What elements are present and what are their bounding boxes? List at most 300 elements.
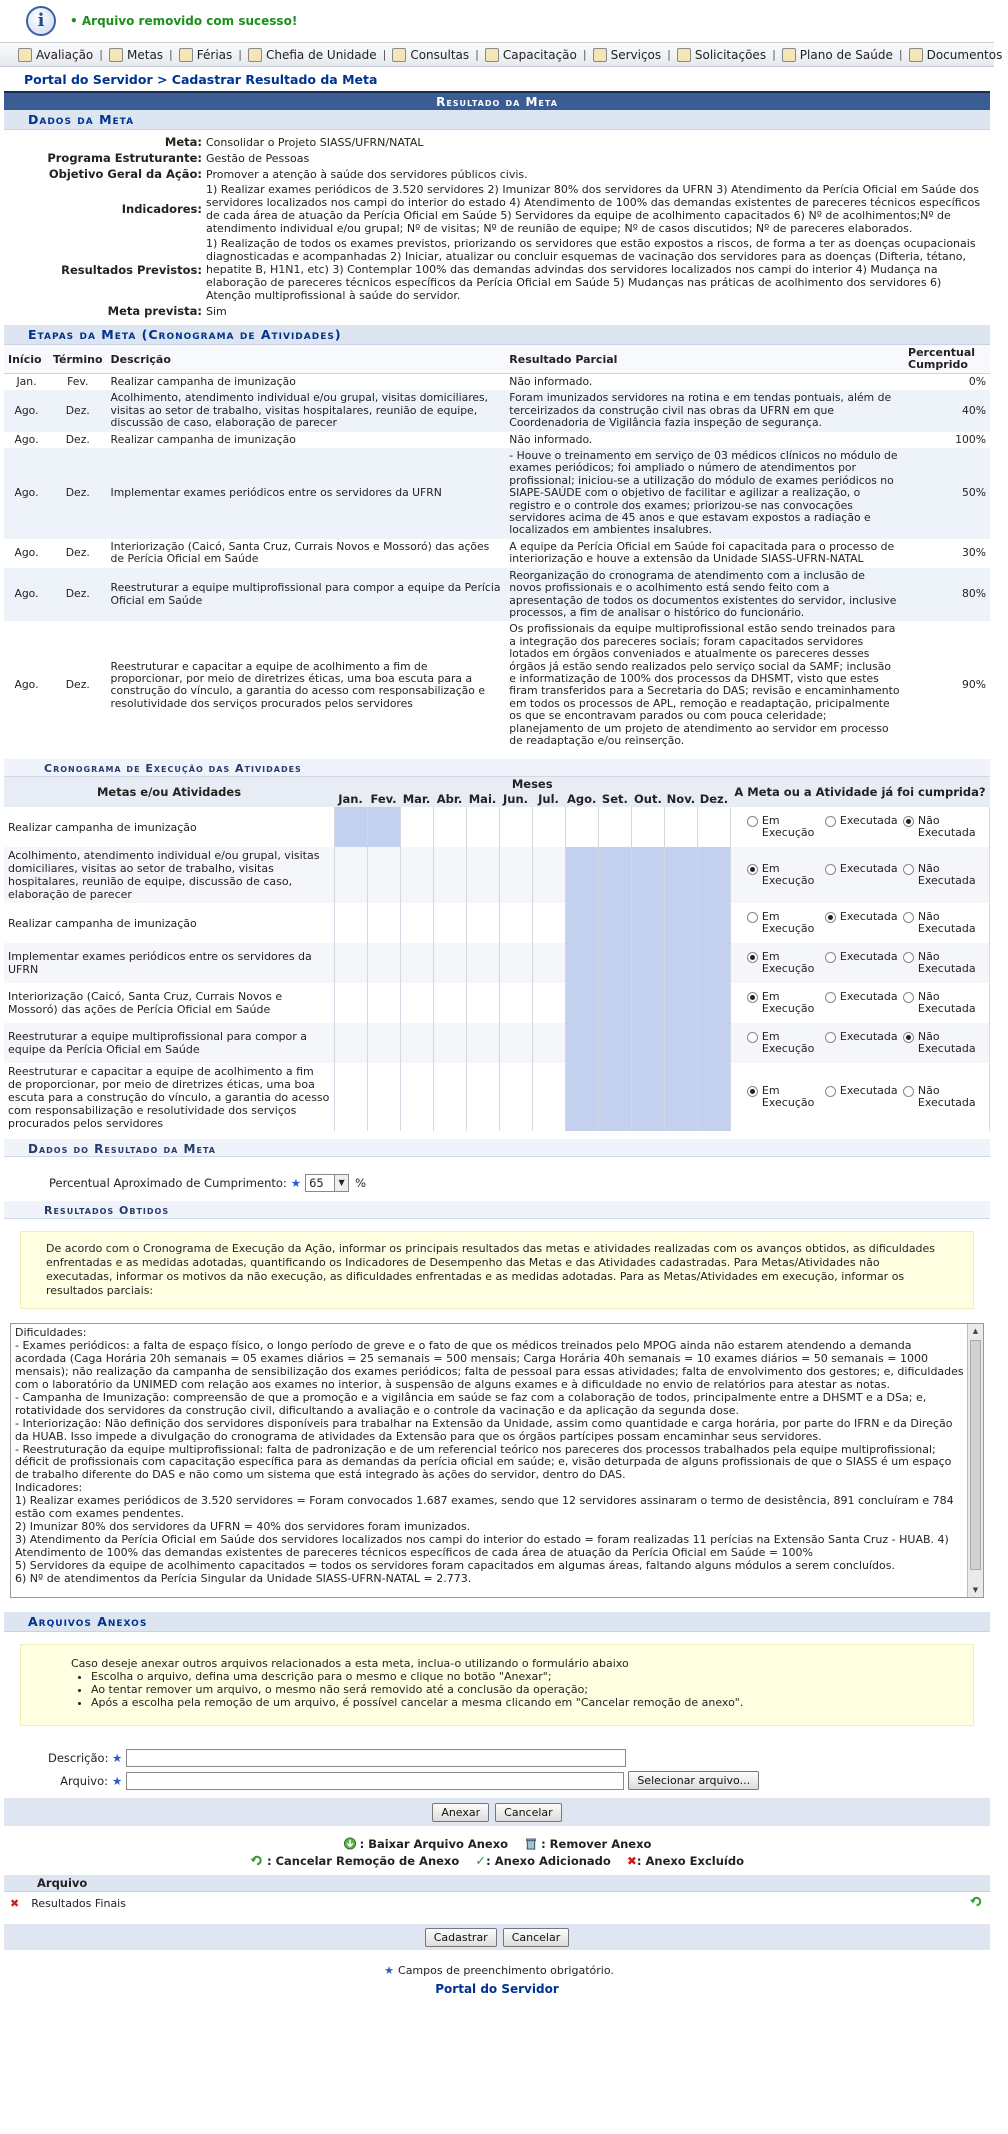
cronograma-row <box>4 983 990 1023</box>
download-icon <box>343 1837 357 1850</box>
status-radio[interactable] <box>825 864 836 875</box>
cronograma-status <box>730 983 989 1023</box>
status-radio[interactable] <box>903 1086 914 1097</box>
requests-icon <box>677 48 691 62</box>
month-cell <box>499 943 532 983</box>
menu-separator: | <box>169 48 173 61</box>
month-cell <box>499 1063 532 1131</box>
close-icon: ✖ <box>10 1896 20 1910</box>
etapa-inicio: Ago. <box>14 432 39 446</box>
month-cell <box>697 943 730 983</box>
required-star-icon: ★ <box>112 1773 123 1788</box>
etapa-inicio: Ago. <box>14 546 39 560</box>
anexos-table <box>4 1875 990 1914</box>
cronograma-atividade: Implementar exames periódicos entre os servidores da UFRN <box>4 943 334 983</box>
etapa-row <box>4 621 990 749</box>
cronograma-row <box>4 847 990 903</box>
menu-item-2[interactable] <box>173 48 239 62</box>
dados-label: Meta: <box>164 135 202 149</box>
month-cell <box>400 903 433 943</box>
status-option-label: Não Executada <box>917 990 976 1016</box>
status-option[interactable] <box>825 863 903 887</box>
etapa-inicio: Ago. <box>4 568 49 622</box>
cronograma-table <box>4 777 990 1131</box>
month-cell <box>697 1063 730 1131</box>
status-option[interactable] <box>903 1085 981 1109</box>
menu-item-label: Consultas <box>410 47 470 62</box>
search-icon <box>392 48 406 62</box>
month-header: Nov. <box>664 791 697 807</box>
success-message <box>0 0 994 42</box>
col-descricao: Descrição <box>107 345 506 374</box>
textarea-line: - Interiorização: Não definição dos servidores disponíveis para trabalhar na Extensão da Unidade, assim como quantidade e carga horária, por parte do IFRN e da Direção da HUAB. Isso impede a divulgação do cronograma de atividades da Extensão para que os órgãos partícipes possam encaminhar seus servidores. <box>15 1416 953 1443</box>
status-option-label: Não Executada <box>917 950 976 976</box>
status-option-label: Em Execução <box>761 1084 815 1110</box>
anexos-bullet: • Escolha o arquivo, defina uma descrição para o mesmo e clique no botão "Anexar"; <box>91 1670 923 1683</box>
month-header: Out. <box>631 791 664 807</box>
dados-row <box>4 303 990 319</box>
cadastrar-button[interactable]: Cadastrar <box>425 1928 497 1947</box>
month-cell <box>433 943 466 983</box>
menu-item-1[interactable] <box>103 48 169 62</box>
month-cell <box>499 847 532 903</box>
month-cell <box>565 943 598 983</box>
status-option-label: Executada <box>839 814 898 828</box>
month-cell <box>400 847 433 903</box>
status-option-label: Em Execução <box>761 950 815 976</box>
health-plan-icon <box>782 48 796 62</box>
status-radio[interactable] <box>825 1086 836 1097</box>
menu-item-4[interactable] <box>386 48 475 62</box>
month-cell <box>631 983 664 1023</box>
cronograma-status <box>730 1063 989 1131</box>
dados-row <box>4 134 990 150</box>
file-action-cell <box>795 1892 990 1915</box>
month-cell <box>433 903 466 943</box>
etapa-row <box>4 568 990 622</box>
etapa-inicio: Jan. <box>16 375 37 388</box>
footer <box>0 1950 994 1996</box>
status-option-label: Não Executada <box>917 814 976 840</box>
portal-link[interactable]: Portal do Servidor <box>435 1982 559 1997</box>
status-radio[interactable] <box>825 992 836 1003</box>
goals-icon <box>109 48 123 62</box>
month-cell <box>532 847 565 903</box>
status-option[interactable] <box>747 815 825 839</box>
cancel-button[interactable]: Cancelar <box>503 1928 570 1947</box>
month-cell <box>466 1063 499 1131</box>
col-meses: Meses <box>334 777 730 791</box>
month-header: Ago. <box>567 792 597 807</box>
month-cell <box>334 1063 367 1131</box>
cronograma-atividade: Reestruturar e capacitar a equipe de acolhimento a fim de proporcionar, por meio de diretrizes éticas, uma boa escuta para a construção do vínculo, a garantia do acesso com responsabilização e resolutividade dos serviços procurados pelos servidores <box>4 1063 334 1131</box>
status-radio[interactable] <box>747 992 758 1003</box>
etapa-resultado: Reorganização do cronograma de atendimento com a inclusão de novos profissionais e o acolhimento está sendo feito com a apresentação de todos os documentos existentes do servidor, inclusive processos, a fim de analisar o histórico do funcionário. <box>505 568 904 622</box>
dados-label: Indicadores: <box>121 202 202 216</box>
descricao-label: Descrição: <box>48 1750 109 1765</box>
textarea-line: - Campanha de Imunização: compreensão de que a promoção e a vigilância em saúde se faz com a colaboração de todos, principalmente entre a DHSMT e a DSa; e, rotatividade dos servidores da construção civil, dificultando a avaliação e o controle da vacinação e da aplicação da segunda dose. <box>15 1390 927 1417</box>
month-header: Jan. <box>334 791 367 807</box>
required-star-icon: ★ <box>384 1964 395 1978</box>
status-option-label: Em Execução <box>761 910 815 936</box>
status-radio-group <box>735 815 985 839</box>
menu-separator: | <box>898 48 903 61</box>
etapa-inicio: Ago. <box>14 678 39 692</box>
etapa-resultado: Foram imunizados servidores na rotina e em tendas pontuais, além de terceirizados da construção civil nas obras da UFRN em que Coordenadoria de Vigilância fazia inspeção de segurança. <box>505 390 904 431</box>
select-file-button[interactable]: Selecionar arquivo... <box>628 1771 759 1790</box>
status-option[interactable] <box>825 1085 903 1109</box>
status-option[interactable] <box>825 815 903 839</box>
arquivo-input[interactable] <box>126 1772 624 1790</box>
status-radio[interactable] <box>747 912 758 923</box>
cronograma-row <box>4 807 990 847</box>
month-header: Dez. <box>697 791 730 807</box>
menu-item-label: Avaliação <box>36 47 94 62</box>
arquivo-label: Arquivo: <box>60 1773 108 1788</box>
status-radio[interactable] <box>825 912 836 923</box>
status-option[interactable] <box>747 1031 825 1055</box>
month-cell <box>532 807 565 847</box>
status-radio-group <box>735 911 985 935</box>
cronograma-atividade: Realizar campanha de imunização <box>4 807 334 847</box>
menu-item-7[interactable] <box>671 48 772 62</box>
status-option[interactable] <box>825 991 903 1015</box>
status-radio[interactable] <box>903 1032 914 1043</box>
month-cell <box>334 903 367 943</box>
cronograma-status <box>730 807 989 847</box>
menu-item-3[interactable] <box>242 48 383 62</box>
month-cell <box>631 847 664 903</box>
status-radio[interactable] <box>825 1032 836 1043</box>
chevron-down-icon: ▼ <box>334 1175 348 1191</box>
training-icon <box>485 48 499 62</box>
dados-value: 1) Realizar exames periódicos de 3.520 servidores 2) Imunizar 80% dos servidores da UFRN 3) Atendimento da Perícia Oficial em Saúde dos servidores localizados nos campi do interior do estado 4) Atendimento de 100% das demandas existentes de pareceres técnicos específicos de cada área de atuação da Perícia Oficial em Saúde 5) Servidores da equipe de acolhimento capacitados 6) Nº de acolhimentos;Nº de atendimento individual e/ou grupal; Nº de visitas; Nº de reunião de equipe; Nº de casos discutidos; Nº de pareceres elaborados. <box>206 183 981 235</box>
status-option-label: Em Execução <box>761 1030 815 1056</box>
status-option[interactable] <box>747 863 825 887</box>
page-title: Resultado da Meta <box>4 91 990 110</box>
col-arquivo: Arquivo <box>4 1875 990 1892</box>
month-cell <box>598 1063 631 1131</box>
section-anexos: Arquivos Anexos <box>4 1612 990 1632</box>
textarea-line: 5) Servidores da equipe de acolhimento capacitados = todos os servidores foram capacitados em algumas áreas, faltando alguns módulos a serem concluídos. <box>15 1558 895 1572</box>
month-cell <box>466 903 499 943</box>
anexar-button[interactable]: Anexar <box>432 1803 489 1822</box>
month-cell <box>664 903 697 943</box>
month-header: Jun. <box>499 791 532 807</box>
cronograma-atividade: Realizar campanha de imunização <box>4 903 334 943</box>
month-cell <box>697 903 730 943</box>
textarea-line: - Reestruturação da equipe multiprofissional: falta de padronização e de um referencial teórico nos pareceres dos processos trabalhados pela equipe multiprofissional; déficit de profissionais com capacitação específica para as demandas da perícia oficial em saúde; e, visão deturpada de alguns profissionais de que o SIASS é um espaço de trabalho diferente do DAS e não como um sistema que está integrado às ações do servidor, dentro do DAS. <box>15 1442 952 1482</box>
menu-item-5[interactable] <box>479 48 583 62</box>
month-cell <box>664 807 697 847</box>
month-cell <box>400 943 433 983</box>
status-radio[interactable] <box>903 864 914 875</box>
status-option[interactable] <box>825 951 903 975</box>
status-option[interactable] <box>903 815 981 839</box>
dados-row <box>4 236 990 303</box>
cronograma-status <box>730 903 989 943</box>
status-radio[interactable] <box>747 1032 758 1043</box>
info-icon: i <box>26 6 56 36</box>
month-cell <box>367 983 400 1023</box>
status-radio[interactable] <box>903 992 914 1003</box>
section-obtidos: Resultados Obtidos <box>4 1201 990 1219</box>
legend-remover: : Remover Anexo <box>541 1837 652 1852</box>
status-option-label: Executada <box>839 1084 898 1098</box>
status-radio-group <box>735 1085 985 1109</box>
anexos-bullet: • Após a escolha pela remoção de um arquivo, é possível cancelar a mesma clicando em "Cancelar remoção de anexo". <box>91 1696 923 1709</box>
etapa-percentual: 40% <box>904 390 990 431</box>
status-option[interactable] <box>903 991 981 1015</box>
legend-adicionado: : Anexo Adicionado <box>486 1854 611 1869</box>
etapa-termino: Fev. <box>67 375 89 388</box>
month-cell <box>466 847 499 903</box>
month-cell <box>565 1023 598 1063</box>
documents-icon <box>909 48 923 62</box>
month-cell <box>367 1063 400 1131</box>
etapa-descricao: Realizar campanha de imunização <box>110 432 296 446</box>
menu-separator: | <box>667 48 671 61</box>
status-option-label: Não Executada <box>917 1030 976 1056</box>
cronograma-atividade: Interiorização (Caicó, Santa Cruz, Currais Novos e Mossoró) das ações de Perícia Oficial em Saúde <box>4 983 334 1023</box>
undo-icon <box>250 1854 264 1867</box>
status-option[interactable] <box>903 1031 981 1055</box>
cronograma-atividade: Acolhimento, atendimento individual e/ou grupal, visitas domiciliares, visitas ao setor de trabalho, visitas hospitalares, reunião de equipe, discussão de caso, elaboração de parecer <box>4 847 334 903</box>
success-text: • Arquivo removido com sucesso! <box>70 14 297 28</box>
status-radio[interactable] <box>747 1086 758 1097</box>
dados-row <box>4 150 990 166</box>
etapa-percentual: 100% <box>955 432 986 446</box>
anexo-buttons <box>4 1798 990 1826</box>
month-cell <box>565 983 598 1023</box>
dados-label: Resultados Previstos: <box>61 262 202 277</box>
menu-item-label: Chefia de Unidade <box>266 47 377 62</box>
status-option[interactable] <box>747 1085 825 1109</box>
menu-item-label: Capacitação <box>502 47 577 62</box>
status-option[interactable] <box>747 911 825 935</box>
month-cell <box>499 807 532 847</box>
textarea-line: - Exames periódicos: a falta de espaço físico, o longo período de greve e o fato de que os médicos treinados pelo MPOG ainda não estarem atendendo a demanda acordada (Caga Horária 20h semanais = 05 exames diários = 25 semanais = 500 mensais; Carga Horária 40h semanais = 10 exames diários = 50 semanais = 1000 mensais); não realização da campanha de sensibilização dos exames periódicos; falta de pessoal para essas atividades; falta de envolvimento dos gestores; e, dificuldades com o laboratório da UNIMED com relação aos exames no interior, à suspensão de alguns exames e à dificuldade no envio de relatórios para atestar as notas. <box>15 1339 964 1391</box>
month-cell <box>631 943 664 983</box>
month-cell <box>466 983 499 1023</box>
month-cell <box>334 943 367 983</box>
status-option[interactable] <box>747 951 825 975</box>
textarea-line: Dificuldades: <box>15 1326 87 1340</box>
month-cell <box>532 983 565 1023</box>
month-cell <box>367 943 400 983</box>
evaluation-icon <box>18 48 32 62</box>
etapa-percentual: 30% <box>962 546 986 560</box>
status-radio[interactable] <box>747 952 758 963</box>
obtidos-instructions: De acordo com o Cronograma de Execução da Ação, informar os principais resultados das metas e atividades realizadas com os avanços obtidos, as dificuldades enfrentadas e as medidas adotadas, quantificando os Indicadores de Desempenho das Metas e das Atividades cadastradas. Para Metas/Atividades não executadas, informar os motivos da não execução, as dificuldades enfrentadas e as medidas adotadas. Para as Metas/Atividades em execução, informar os resultados parciais: <box>20 1231 974 1309</box>
status-option-label: Não Executada <box>917 910 976 936</box>
status-option[interactable] <box>903 951 981 975</box>
percent-select[interactable] <box>305 1174 349 1192</box>
month-cell <box>598 903 631 943</box>
month-cell <box>499 983 532 1023</box>
trash-icon <box>524 1837 538 1850</box>
status-option-label: Não Executada <box>917 1084 976 1110</box>
month-cell <box>499 903 532 943</box>
status-radio-group <box>735 991 985 1015</box>
status-radio[interactable] <box>825 816 836 827</box>
month-cell <box>631 903 664 943</box>
cronograma-atividade: Reestruturar a equipe multiprofissional para compor a equipe da Perícia Oficial em Saúde <box>4 1023 334 1063</box>
descricao-input[interactable] <box>126 1749 626 1767</box>
status-option[interactable] <box>825 1031 903 1055</box>
month-cell <box>334 1023 367 1063</box>
col-atividades: Metas e/ou Atividades <box>4 777 334 807</box>
status-radio-group <box>735 863 985 887</box>
month-cell <box>631 1063 664 1131</box>
month-cell <box>598 983 631 1023</box>
month-cell <box>664 1023 697 1063</box>
section-cronograma: Cronograma de Execução das Atividades <box>4 759 990 777</box>
col-status: A Meta ou a Atividade já foi cumprida? <box>730 777 989 807</box>
etapa-descricao: Interiorização (Caicó, Santa Cruz, Currais Novos e Mossoró) das ações de Perícia Oficial em Saúde <box>110 539 490 566</box>
etapa-inicio: Ago. <box>4 448 49 539</box>
scroll-down-icon[interactable]: ▼ <box>972 1586 979 1595</box>
menu-item-6[interactable] <box>587 48 668 62</box>
etapa-percentual: 0% <box>968 375 986 388</box>
month-cell <box>697 983 730 1023</box>
form-buttons <box>4 1924 990 1950</box>
month-cell <box>433 983 466 1023</box>
menu-item-9[interactable] <box>903 48 1008 62</box>
file-row <box>4 1892 990 1915</box>
status-option-label: Não Executada <box>917 862 976 888</box>
month-header: Mar. <box>400 791 433 807</box>
etapa-termino: Dez. <box>65 678 90 692</box>
check-icon: ✓ <box>475 1854 487 1870</box>
unit-chief-icon <box>248 48 262 62</box>
status-option-label: Executada <box>839 862 898 876</box>
menu-item-8[interactable] <box>776 48 899 62</box>
scroll-up-icon[interactable]: ▲ <box>972 1327 979 1336</box>
section-resultado: Dados do Resultado da Meta <box>4 1139 990 1157</box>
month-cell <box>532 943 565 983</box>
month-header: Jul. <box>532 791 565 807</box>
etapa-row <box>4 390 990 431</box>
etapa-resultado: Os profissionais da equipe multiprofissional estão sendo treinados para a integração dos pareceres sociais; foram capacitados servidores lotados em órgãos conveniados e atualmente os pareceres desses órgãos já estão sendo realizados pelo serviço social da SAMF; inclusão e informatização de 100% dos processos da DHSMT, visto que estes firam transferidos para a Secretaria do DAS; revisão e encaminhamento em todos os processos de APL, remoção e readaptação, pricipalmente os que se encontravam parados ou com pouca celeridade; planejamento de um projeto de atendimento ao servidor em processo de readaptação e/ou reinserção. <box>509 622 900 747</box>
status-radio-group <box>735 951 985 975</box>
month-cell <box>664 1063 697 1131</box>
legend-excluido: : Anexo Excluído <box>636 1854 744 1869</box>
anexos-bullet: • Ao tentar remover um arquivo, o mesmo não será removido até a conclusão da operação; <box>91 1683 923 1696</box>
month-cell <box>466 1023 499 1063</box>
textarea-scrollbar[interactable] <box>967 1324 983 1597</box>
etapa-resultado: A equipe da Perícia Oficial em Saúde foi capacitada para o processo de interiorização e houve a extensão da Unidade SIASS-UFRN-NATAL <box>509 539 895 566</box>
breadcrumb: Portal do Servidor > Cadastrar Resultado da Meta <box>24 72 378 87</box>
status-option[interactable] <box>903 911 981 935</box>
required-star-icon: ★ <box>290 1176 302 1191</box>
status-option[interactable] <box>825 911 903 935</box>
month-cell <box>367 847 400 903</box>
status-option[interactable] <box>903 863 981 887</box>
dados-label: Programa Estruturante: <box>47 151 202 165</box>
cronograma-row <box>4 1063 990 1131</box>
month-cell <box>631 1023 664 1063</box>
month-cell <box>598 1023 631 1063</box>
etapa-termino: Dez. <box>65 546 90 560</box>
cronograma-status <box>730 943 989 983</box>
dados-row <box>4 182 990 236</box>
cronograma-status <box>730 847 989 903</box>
month-cell <box>433 847 466 903</box>
etapa-termino: Dez. <box>49 448 107 539</box>
month-cell <box>565 903 598 943</box>
dados-row <box>4 166 990 182</box>
anexos-bullets <box>91 1670 923 1709</box>
vacation-icon <box>179 48 193 62</box>
month-cell <box>598 847 631 903</box>
month-cell <box>565 807 598 847</box>
percent-unit: % <box>355 1176 367 1191</box>
month-cell <box>433 807 466 847</box>
status-radio[interactable] <box>747 816 758 827</box>
etapa-descricao: Reestruturar a equipe multiprofissional para compor a equipe da Perícia Oficial em Saúde <box>107 568 506 622</box>
etapas-table <box>4 345 990 749</box>
etapa-inicio: Ago. <box>4 390 49 431</box>
month-cell <box>499 1023 532 1063</box>
legend-cancelar-remocao: : Cancelar Remoção de Anexo <box>267 1854 460 1869</box>
etapa-descricao: Implementar exames periódicos entre os servidores da UFRN <box>107 448 506 539</box>
month-header: Abr. <box>433 791 466 807</box>
status-radio[interactable] <box>825 952 836 963</box>
etapa-percentual: 80% <box>904 568 990 622</box>
cancel-anexo-button[interactable]: Cancelar <box>495 1803 562 1822</box>
cronograma-row <box>4 903 990 943</box>
status-radio[interactable] <box>903 952 914 963</box>
cronograma-status <box>730 1023 989 1063</box>
etapa-resultado: Não informado. <box>509 432 593 446</box>
status-radio[interactable] <box>903 816 914 827</box>
status-option-label: Em Execução <box>761 990 815 1016</box>
menu-item-0[interactable] <box>12 48 99 62</box>
etapa-termino: Dez. <box>49 568 107 622</box>
month-cell <box>631 807 664 847</box>
percent-row <box>4 1157 990 1201</box>
cronograma-row <box>4 943 990 983</box>
menu-item-label: Serviços <box>610 47 662 62</box>
undo-icon[interactable] <box>969 1895 984 1908</box>
etapa-termino: Dez. <box>49 390 107 431</box>
status-option[interactable] <box>747 991 825 1015</box>
etapa-percentual: 50% <box>904 448 990 539</box>
month-cell <box>400 1023 433 1063</box>
menu-separator: | <box>382 48 387 61</box>
month-cell <box>697 1023 730 1063</box>
etapa-resultado: - Houve o treinamento em serviço de 03 médicos clínicos no módulo de exames periódicos; foi ampliado o número de atendimentos por profissional; iniciou-se a utilização do módulo de exames periódicos no SIAPE-SAÚDE com o objetivo de facilitar e agilizar a realização, o registro e o controle dos exames; priorizou-se nas convocações servidores acima de 45 anos e que estavam expostos a radiação e localizados em ambientes insalubres. <box>505 448 904 539</box>
required-note: Campos de preenchimento obrigatório. <box>398 1964 614 1978</box>
etapa-descricao: Acolhimento, atendimento individual e/ou grupal, visitas domiciliares, visitas ao setor de trabalho, visitas hospitalares, reunião de equipe, discussão de caso, elaboração de parecer <box>107 390 506 431</box>
status-radio[interactable] <box>903 912 914 923</box>
col-resultado: Resultado Parcial <box>505 345 904 374</box>
col-termino: Término <box>49 345 107 374</box>
menu-separator: | <box>238 48 242 61</box>
textarea-line: 1) Realizar exames periódicos de 3.520 servidores = Foram convocados 1.687 exames, sendo que 12 servidores assinaram o termo de desistência, 891 concluíram e 784 estão com exames pendentes. <box>15 1494 954 1521</box>
anexos-legend <box>4 1826 990 1870</box>
status-option-label: Em Execução <box>761 862 815 888</box>
month-cell <box>466 943 499 983</box>
dados-value: Sim <box>206 304 227 318</box>
month-cell <box>664 847 697 903</box>
textarea-line: Indicadores: <box>15 1481 83 1495</box>
scroll-thumb[interactable] <box>970 1340 981 1570</box>
results-textarea[interactable] <box>10 1323 984 1598</box>
month-cell <box>697 807 730 847</box>
status-radio[interactable] <box>747 864 758 875</box>
